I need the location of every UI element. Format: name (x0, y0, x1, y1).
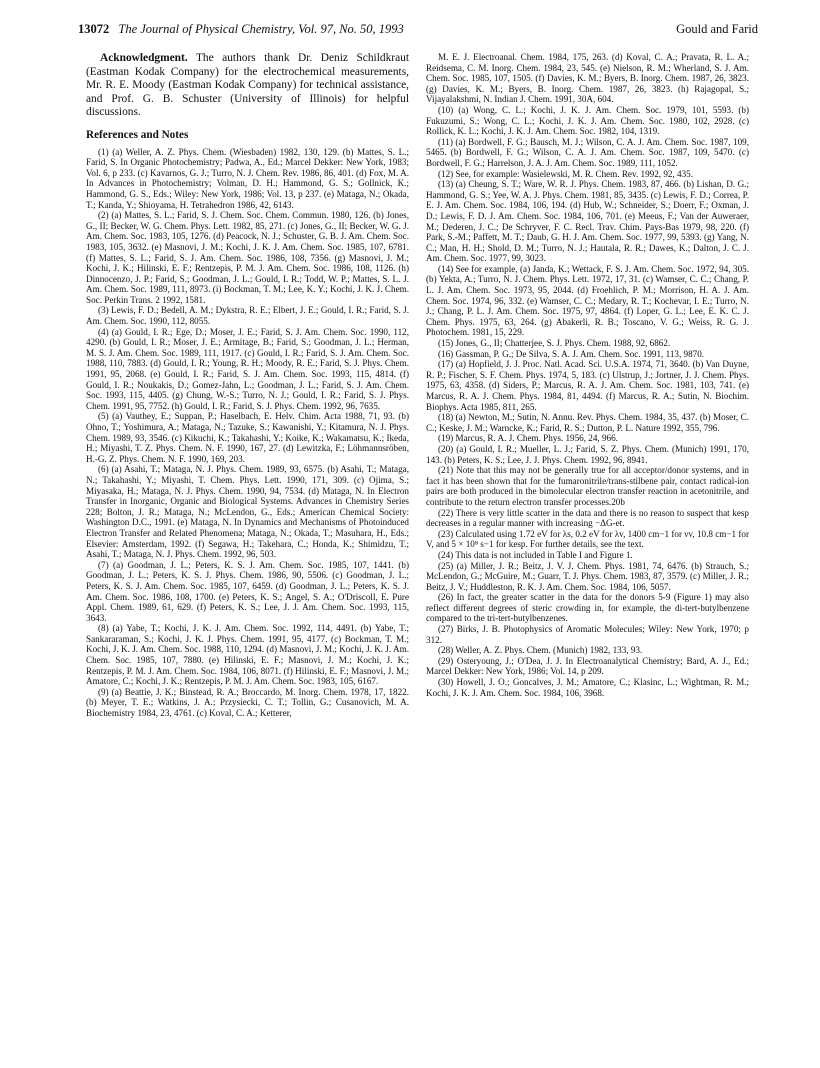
reference-entry: (10) (a) Wong, C. L.; Kochi, J. K. J. Am. Chem. Soc. 1979, 101, 5593. (b) Fukuzumi, S.; Wong, C. L.; Kochi, J. K. J. Am. Chem. Soc. 1980, 102, 2928. (c) Rollick, K. L.; Kochi, J. K. J. Am. Chem. Soc. 1982, 104, 1319. (426, 104, 749, 137)
right-reference-list (426, 52, 749, 698)
reference-entry: (18) (a) Newton, M.; Sutin, N. Annu. Rev. Phys. Chem. 1984, 35, 437. (b) Moser, C. C.; Keske, J. M.; Warncke, K.; Farid, R. S.; Dutton, P. L. Nature 1992, 355, 796. (426, 412, 749, 433)
reference-entry: (6) (a) Asahi, T.; Mataga, N. J. Phys. Chem. 1989, 93, 6575. (b) Asahi, T.; Mataga, N.; Takahashi, Y.; Miyashi, T. Chem. Phys. Lett. 1990, 171, 309. (c) Ojima, S.; Miyasaka, H.; Mataga, N. J. Phys. Chem. 1990, 94, 7534. (d) Mataga, N. In Electron Transfer in Inorganic, Organic and Biological Systems. Advances in Chemistry Series 228; Bolton, J. R.; Mataga, N.; McLendon, G., Eds.; American Chemical Society: Washington D.C., 1991. (e) Mataga, N. In Dynamics and Mechanisms of Photoinduced Electron Transfer and Related Phenomena; Mataga, N.; Okada, T.; Masuhara, H., Eds.; Elsevier: Amsterdam, 1992. (f) Segawa, H.; Takehara, C.; Honda, K.; Shimidzu, T.; Asahi, T.; Mataga, N. J. Phys. Chem. 1992, 96, 503. (86, 464, 409, 560)
reference-entry: (29) Osteryoung, J.; O'Dea, J. J. In Electroanalytical Chemistry; Bard, A. J., Ed.; Marcel Dekker: New York, 1986; Vol. 14, p 209. (426, 655, 749, 677)
left-reference-list (86, 147, 409, 719)
reference-entry: (9) (a) Beattie, J. K.; Binstead, R. A.; Broccardo, M. Inorg. Chem. 1978, 17, 1822. (b) Meyer, T. E.; Watkins, J. A.; Przysiecki, C. T.; Tollin, G.; Cusanovich, M. A. Biochemistry 1984, 23, 4761. (c) Koval, C. A.; Ketterer, (86, 686, 409, 719)
acknowledgment (86, 52, 409, 120)
reference-entry: (1) (a) Weller, A. Z. Phys. Chem. (Wiesbaden) 1982, 130, 129. (b) Mattes, S. L.; Farid, S. In Organic Photochemistry; Padwa, A., Ed.; Marcel Dekker: New York, 1983; Vol. 6, p 233. (c) Kavarnos, G. J.; Turro, N. J. Chem. Rev. 1986, 86, 401. (d) Fox, M. A. In Advances in Photochemistry; Volman, D. H.; Hammond, G. S.; Gollnick, K.; Hammond, G. S., Eds.; Wiley: New York, 1986; Vol. 13, p 237. (e) Mataga, N.; Okada, T.; Kanda, Y.; Shioyama, H. Tetrahedron 1986, 42, 6143. (86, 146, 409, 210)
acknowledgment-label: Acknowledgment. (100, 52, 188, 64)
right-column (426, 52, 749, 698)
acknowledgment-text: The authors thank Dr. Deniz Schildkraut (Eastman Kodak Company) for the electrochemical measurements, Mr. R. E. Moody (Eastman Kodak Company) for technical assistance, and Prof. G. B. Schuster (University of Illinois) for helpful discussions. (86, 52, 409, 119)
reference-entry: (13) (a) Cheung, S. T.; Ware, W. R. J. Phys. Chem. 1983, 87, 466. (b) Lishan, D. G.; Hammond, G. S.; Yee, W. A. J. Phys. Chem. 1981, 85, 3435. (c) Lewis, F. D.; Correa, P. E. J. Am. Chem. Soc. 1984, 106, 194. (d) Hub, W.; Schneider, S.; Doerr, F.; Oxman, J. D.; Lewis, F. D. J. Am. Chem. Soc. 1984, 106, 701. (e) Meeus, F.; Van der Auweraer, M.; Dederen, J. C.; De Schryver, F. C. Recl. Trav. Chim. Pays-Bas 1979, 98, 220. (f) Park, S.-M.; Paffett, M. T.; Daub, G. H. J. Am. Chem. Soc. 1977, 99, 5393. (g) Yang, N. C.; Man, H. H.; Shold, D. M.; Turro, N. J.; Hautala, R. R.; Dawes, K.; Dalton, J. C. J. Am. Chem. Soc. 1977, 99, 3023. (426, 179, 749, 264)
reference-entry: (11) (a) Bordwell, F. G.; Bausch, M. J.; Wilson, C. A. J. Am. Chem. Soc. 1987, 109, 5465. (b) Bordwell, F. G.; Wilson, C. A. J. Am. Chem. Soc. 1987, 109, 5470. (c) Bordwell, F. G.; Harrelson, J. A. J. Am. Chem. Soc. 1989, 111, 1052. (426, 136, 749, 168)
reference-entry: (21) Note that this may not be generally true for all acceptor/donor systems, and in fact it has been shown that for the fumaronitrile/trans-stilbene pair, contact radical-ion pairs are both produced in the bimolecular electron transfer reaction in acetonitrile, and contribute to the return electron transfer processes.20b (426, 465, 749, 507)
reference-entry: (12) See, for example: Wasielewski, M. R. Chem. Rev. 1992, 92, 435. (438, 168, 693, 179)
journal-title: The Journal of Physical Chemistry, Vol. 97, No. 50, 1993 (118, 22, 404, 36)
reference-entry: (7) (a) Goodman, J. L.; Peters, K. S. J. Am. Chem. Soc. 1985, 107, 1441. (b) Goodman, J. L.; Peters, K. S. J. Phys. Chem. 1986, 90, 5506. (c) Goodman, J. L.; Peters, K. S. J. Am. Chem. Soc. 1985, 107, 6459. (d) Goodman, J. L.; Peters, K. S. J. Am. Chem. Soc. 1986, 108, 1700. (e) Peters, K. S.; Angel, S. A.; O'Driscoll, E. Pure Appl. Chem. 1989, 61, 629. (f) Peters, K. S.; Lee, J. J. Am. Chem. Soc. 1993, 115, 3643. (86, 559, 409, 623)
reference-entry: (24) This data is not included in Table I and Figure 1. (438, 549, 633, 560)
reference-entry: (26) In fact, the greater scatter in the data for the donors 5-9 (Figure 1) may also reflect different degrees of steric crowding in, for example, the di-tert-butylbenzene compared to the tri-tert-butylbenzenes. (426, 592, 749, 624)
running-header (78, 22, 758, 42)
reference-entry: (27) Birks, J. B. Photophysics of Aromatic Molecules; Wiley: New York, 1970; p 312. (426, 624, 749, 645)
running-authors: Gould and Farid (676, 22, 758, 36)
reference-entry: (28) Weller, A. Z. Phys. Chem. (Munich) 1982, 133, 93. (438, 645, 643, 656)
left-column (86, 52, 409, 719)
reference-entry: (2) (a) Mattes, S. L.; Farid, S. J. Chem. Soc. Chem. Commun. 1980, 126. (b) Jones, G., II; Becker, W. G. Chem. Phys. Lett. 1982, 85, 271. (c) Jones, G., II; Becker, W. G. J. Am. Chem. Soc. 1983, 105, 1276. (d) Peacock, N. J.; Schuster, G. B. J. Am. Chem. Soc. 1983, 105, 3632. (e) Masnovi, J. M.; Kochi, J. K. J. Am. Chem. Soc. 1985, 107, 6781. (f) Mattes, S. L.; Farid, S. J. Am. Chem. Soc. 1986, 108, 7356. (g) Masnovi, J. M.; Kochi, J. K.; Hilinski, E. F.; Rentzepis, P. M. J. Am. Chem. Soc. 1986, 108, 1126. (h) Dinnocenzo, J. P.; Farid, S.; Goodman, J. L.; Gould, I. R.; Todd, W. P.; Mattes, S. L. J. Am. Chem. Soc. 1989, 111, 8973. (i) Bockman, T. M.; Lee, K. Y.; Kochi, J. K. J. Chem. Soc. Perkin Trans. 2 1992, 1581. (86, 210, 409, 305)
reference-entry: (8) (a) Yabe, T.; Kochi, J. K. J. Am. Chem. Soc. 1992, 114, 4491. (b) Yabe, T.; Sankararaman, S.; Kochi, J. K. J. Phys. Chem. 1991, 95, 4177. (c) Bockman, T. M.; Kochi, J. K. J. Am. Chem. Soc. 1988, 110, 1294. (d) Masnovi, J. M.; Kochi, J. K. J. Am. Chem. Soc. 1985, 107, 7880. (e) Hilinski, E. F.; Masnovi, J. M.; Kochi, J. K.; Rentzepis, P. M. J. Am. Chem. Soc. 1984, 106, 8071. (f) Hilinski, E. F.; Masnovi, J. M.; Amatore, C.; Kochi, J. K.; Rentzepis, P. M. J. Am. Chem. Soc. 1983, 105, 6167. (86, 623, 409, 687)
reference-entry: (4) (a) Gould, I. R.; Ege, D.; Moser, J. E.; Farid, S. J. Am. Chem. Soc. 1990, 112, 4290. (b) Gould, I. R.; Moser, J. E.; Armitage, B.; Farid, S.; Goodman, J. L.; Herman, M. S. J. Am. Chem. Soc. 1989, 111, 1917. (c) Gould, I. R.; Farid, S. J. Am. Chem. Soc. 1988, 110, 7883. (d) Gould, I. R.; Young, R. H.; Moody, R. E.; Farid, S. J. Phys. Chem. 1991, 95, 2068. (e) Gould, I. R.; Farid, S. J. Am. Chem. Soc. 1993, 115, 4814. (f) Gould, I. R.; Noukakis, D.; Gomez-Jahn, L.; Goodman, J. L.; Farid, S. J. Am. Chem. Soc. 1993, 115, 4405. (g) Chung, W.-S.; Turro, N. J.; Gould, I. R.; Farid, S. J. Phys. Chem. 1991, 95, 7752. (h) Gould, I. R.; Farid, S. J. Phys. Chem. 1992, 96, 7635. (86, 326, 409, 411)
page-number: 13072 (78, 22, 110, 36)
reference-entry: (3) Lewis, F. D.; Bedell, A. M.; Dykstra, R. E.; Elbert, J. E.; Gould, I. R.; Farid, S. J. Am. Chem. Soc. 1990, 112, 8055. (86, 305, 409, 327)
references-heading: References and Notes (86, 128, 189, 141)
reference-entry: (14) See for example, (a) Janda, K.; Wettack, F. S. J. Am. Chem. Soc. 1972, 94, 305. (b) Yekta, A.; Turro, N. J. Chem. Phys. Lett. 1972, 17, 31. (c) Wamser, C. C.; Chang, P. L. J. Am. Chem. Soc. 1973, 95, 2044. (d) Froehlich, P. M.; Morrison, H. A. J. Am. Chem. Soc. 1974, 96, 332. (e) Wamser, C. C.; Medary, R. T.; Kochevar, I. E.; Turro, N. J.; Chang, P. L. J. Am. Chem. Soc. 1975, 97, 4864. (f) Loper, G. L.; Lee, E. K. C. J. Chem. Phys. 1975, 63, 264. (g) Abakerli, R. B.; Toscano, V. G.; Weiss, R. G. J. Photochem. 1981, 15, 229. (426, 263, 749, 338)
reference-entry: (5) (a) Vauthey, E.; Suppan, P.; Haselbach, E. Helv. Chim. Acta 1988, 71, 93. (b) Ohno, T.; Yoshimura, A.; Mataga, N.; Tazuke, S.; Kawanishi, Y.; Kitamura, N. J. Phys. Chem. 1989, 93, 3546. (c) Kikuchi, K.; Takahashi, Y.; Koike, K.; Wakamatsu, K.; Ikeda, H.; Miyashi, T. Z. Phys. Chem. N. F. 1990, 167, 27. (d) Lewitzka, F.; Löhmannsröben, H.-G. Z. Phys. Chem. N. F. 1990, 169, 203. (86, 411, 409, 464)
reference-entry: (16) Gassman, P. G.; De Silva, S. A. J. Am. Chem. Soc. 1991, 113, 9870. (438, 348, 705, 359)
reference-entry: (30) Howell, J. O.; Goncalves, J. M.; Amatore, C.; Klasinc, L.; Wightman, R. M.; Kochi, J. K. J. Am. Chem. Soc. 1984, 106, 3968. (426, 677, 749, 698)
reference-entry: (23) Calculated using 1.72 eV for λs, 0.2 eV for λv, 1400 cm−1 for νv, 10.8 cm−1 for V, and 5 × 10⁸ s−1 for kesp. For further details, see the text. (426, 528, 749, 550)
reference-entry: (20) (a) Gould, I. R.; Mueller, L. J.; Farid, S. Z. Phys. Chem. (Munich) 1991, 170, 143. (b) Peters, K. S.; Lee, J. J. Phys. Chem. 1992, 96, 8941. (426, 443, 749, 465)
reference-entry: (19) Marcus, R. A. J. Chem. Phys. 1956, 24, 966. (438, 433, 618, 444)
reference-entry: M. E. J. Electroanal. Chem. 1984, 175, 263. (d) Koval, C. A.; Pravata, R. L. A.; Reidsema, C. M. Inorg. Chem. 1984, 23, 545. (e) Nielson, R. M.; Wherland, S. J. Am. Chem. Soc. 1985, 107, 1505. (f) Davies, K. M.; Byers, B. Inorg. Chem. 1987, 26, 3823. (g) Davies, K. M.; Byers, B. Inorg. Chem. 1987, 26, 3823. (h) Rajagopal, S.; Vijayalakshmi, N. Indian J. Chem. 1991, 30A, 604. (426, 52, 749, 105)
reference-entry: (22) There is very little scatter in the data and there is no reason to suspect that kesp decreases in a regular manner with increasing −ΔG-et. (426, 507, 749, 529)
reference-entry: (25) (a) Miller, J. R.; Beitz, J. V. J. Chem. Phys. 1981, 74, 6476. (b) Strauch, S.; McLendon, G.; McGuire, M.; Guarr, T. J. Phys. Chem. 1983, 87, 3579. (c) Miller, J. R.; Beitz, J. V.; Huddleston, R. K. J. Am. Chem. Soc. 1984, 106, 5057. (426, 560, 749, 592)
reference-entry: (15) Jones, G., II; Chatterjee, S. J. Phys. Chem. 1988, 92, 6862. (438, 338, 671, 349)
reference-entry: (17) (a) Hopfield, J. J. Proc. Natl. Acad. Sci. U.S.A. 1974, 71, 3640. (b) Van Duyne, R. P.; Fischer, S. F. Chem. Phys. 1974, 5, 183. (c) Ulstrup, J.; Jortner, J. J. Chem. Phys. 1975, 63, 4358. (d) Siders, P.; Marcus, R. A. J. Am. Chem. Soc. 1981, 103, 741. (e) Marcus, R. A. J. Chem. Phys. 1984, 81, 4494. (f) Marcus, R. A.; Sutin, N. Biochim. Biophys. Acta 1985, 811, 265. (426, 359, 749, 412)
